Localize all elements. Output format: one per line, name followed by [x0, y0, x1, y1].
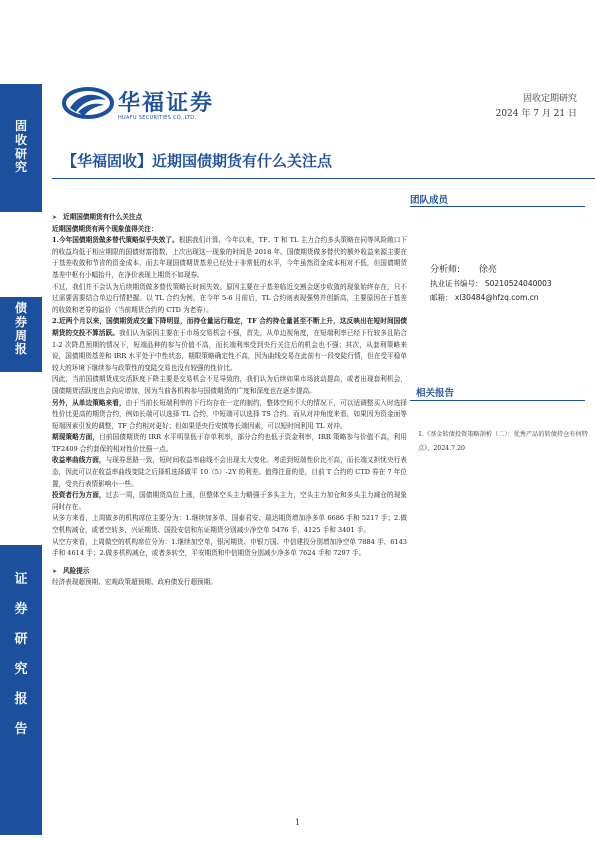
- paragraph-7: [52, 455, 407, 490]
- paragraph-8-text: 过去一周，国债期货高位上涨，但整体空头主力略强于多头主力，空头主力加仓和多头主力减仓的现象同时存在。: [52, 491, 408, 511]
- report-type: 固收定期研究: [522, 94, 577, 104]
- related-rule: [410, 400, 585, 401]
- paragraph-3-bold: 2.近两个月以来，国债期货成交量下降明显，而持仓量运行稳定，TF 合约持仓量甚至不断上升，这反映出在短时间国债期货的交投不算活跃。: [52, 317, 407, 337]
- paragraph-3-text: 我们认为原因主要在于市场交易机会不强，首先，从单边视角度，在短端利率已经下行较多且陷合 1-2 次降息预期的情况下，短端品种的参与价值不高，而长端利率受到央行关注后的机会也不强；其次，从套利策略来说，国债期货基差和 IRR 水平处于中性状态，期限策略确定性不高，因为曲线交易在此前有一段变陡行情，但在受平稳单较大的环境下继续参与政策性的变陡交易也没有较强的性价比。: [52, 328, 408, 372]
- paragraph-7-bold: 收益率曲线方面，: [52, 456, 106, 465]
- report-body: [52, 212, 407, 589]
- brand-name-en: HUAFU SECURITIES CO.,LTD.: [118, 115, 197, 121]
- section-heading-2-text: 风险提示: [63, 566, 90, 575]
- analyst-cert: 执业证书编号： S0210524040003: [430, 279, 552, 288]
- paragraph-5-bold: 另外，从单边策略来看，: [52, 398, 126, 407]
- report-date: 2024 年 7 月 21 日: [495, 109, 577, 119]
- arrow-bullet-icon: ➤: [52, 214, 58, 221]
- paragraph-6-text: 目前国债期货的 IRR 水平明显低于存单利率，部分合约也低于资金利率，IRR 策略参与价值不高，利用 TF2409 合约套保的相对性价比强一点。: [52, 433, 407, 453]
- paragraph-8: [52, 490, 407, 513]
- sidebar-label-weekly-text: 债券周报: [14, 301, 27, 357]
- paragraph-4: 因此，当前国债期货成交活跃度下降主要是交易机会不足导致的，我们认为后续如果市场波动提高，或者出现套利机会，国债期货活跃度也会向应增加，因为当前各机构参与国债期货的广度和深度也在逐步提高。: [52, 375, 407, 395]
- paragraph-5-text: 由于当前长短端利率的下行均存在一定的制约，整体空间不大的情况下，可以适调整买入时选择性价比更高的期货合约，例如长端可以选择 TL 合约，中短端可以选择 TS 合约。而从对冲角度来看，如果因为资金面等短端因素引发的调整，TF 合约相对更好；但如果是央行安慎等长端因素，可以短时间利用 TL 对冲。: [52, 398, 407, 430]
- section-heading-2: [52, 566, 407, 578]
- analyst-email: 邮箱： xl30484@hfzq.com.cn: [430, 293, 539, 302]
- sidebar-label-securities: [0, 565, 42, 745]
- sidebar-label-securities-text: 证券研究报告: [14, 572, 28, 737]
- lead-paragraph: 近期国债期货有两个现象值得关注：: [52, 224, 158, 233]
- section-heading-1: [52, 212, 407, 224]
- paragraph-10: 从空方来看，上周做空的机构席位分为：1.继续加空单，银河期货、申银万国、中信建投分别增加净空单 7884 手、6143 手和 4614 手；2.做多机构减仓，或者多转空，平安期货和中信期货分别减少净多单 7624 手和 7297 手。: [52, 537, 407, 558]
- paragraph-3: [52, 316, 407, 374]
- paragraph-6: [52, 432, 407, 455]
- risk-paragraph: 经济表现超预期、宏观政策超预期、政府债发行超预期。: [52, 578, 217, 587]
- page-number: 1: [294, 818, 301, 827]
- related-report-item[interactable]: 1.《基金转债投资策略剖析（二）：优秀产品的转债持仓有何特点》，2024.7.20: [418, 431, 588, 452]
- brand-logo-icon: [62, 86, 114, 120]
- paragraph-1: [52, 235, 407, 281]
- report-title: 【华福固收】近期国债期货有什么关注点: [62, 152, 333, 170]
- analyst-name: 徐亮: [478, 265, 497, 275]
- team-rule: [410, 206, 585, 207]
- paragraph-8-bold: 投资者行为方面，: [52, 491, 106, 500]
- paragraph-1-text: 根据我们计算，今年以来，TF、T 和 TL 主力合约多头策略在同等风险敞口下的收益均低于相应期限的国债财富指数，上次出现这一现象的时间是 2018 年。国债期货做多替代的额外收益来源主要在于基差收敛和节省的资金成本，而去年现国债期货基差已经处于非常低的水平，今年虽然资金成本相对不低，但国债期货基差中枢有小幅抬升，在净价表现上期货不如现券。: [52, 236, 407, 279]
- brand-name: 华福证券: [118, 91, 215, 116]
- related-heading: 相关报告: [416, 388, 455, 399]
- paragraph-9: 从多方来看，上周做多的机构席位主要分为：1.继续加多单，国泰君安、瑞达期货增加净多单 6686 手和 5217 手；2.做空机构减仓，或者空转多，兴证期货、国投安信和东证期货分别减少净空单 5476 手、4125 手和 3401 手。: [52, 514, 407, 535]
- arrow-bullet-icon: ➤: [52, 567, 58, 575]
- sidebar-label-research-text: 固收研究: [14, 119, 27, 175]
- paragraph-1-bold: 1.今年国债期货做多替代策略似乎失效了。: [52, 236, 179, 245]
- paragraph-5: [52, 398, 407, 433]
- title-rule: [52, 178, 595, 179]
- section-heading-1-text: 近期国债期货有什么关注点: [63, 213, 143, 221]
- team-heading: 团队成员: [410, 195, 449, 206]
- paragraph-7-text: 与现券思路一致，短时间收益率曲线不会出现太大变化。考虑到短端性价比不高，而长端又担忧央行表态，因此可以在收益率曲线变陡之后择机选择做平 10（5）-2Y 的利差。值得注意的是，目前 T 合约的 CTD 券在 7 年位置，受央行表情影响小一些。: [52, 456, 408, 488]
- paragraph-6-bold: 期现策略方面，: [52, 433, 100, 442]
- analyst-line: [430, 262, 497, 275]
- paragraph-2: 不过，我们并不会认为后续期货做多替代策略长时间失效。原因主要在于基差临近交割会逐步收敛的现象始终存在，只不过需要需要结合单边行情把握。以 TL 合约为例，在今年 5-6 月前后，TL 合约则表现强势并创新高，主要原因在于基差的收敛和老券的溢价（当前期货合约的 CTD 为老券）。: [52, 282, 407, 314]
- sidebar-label-research: [0, 120, 42, 175]
- sidebar-label-weekly: [0, 302, 42, 357]
- analyst-label: 分析师:: [430, 265, 461, 275]
